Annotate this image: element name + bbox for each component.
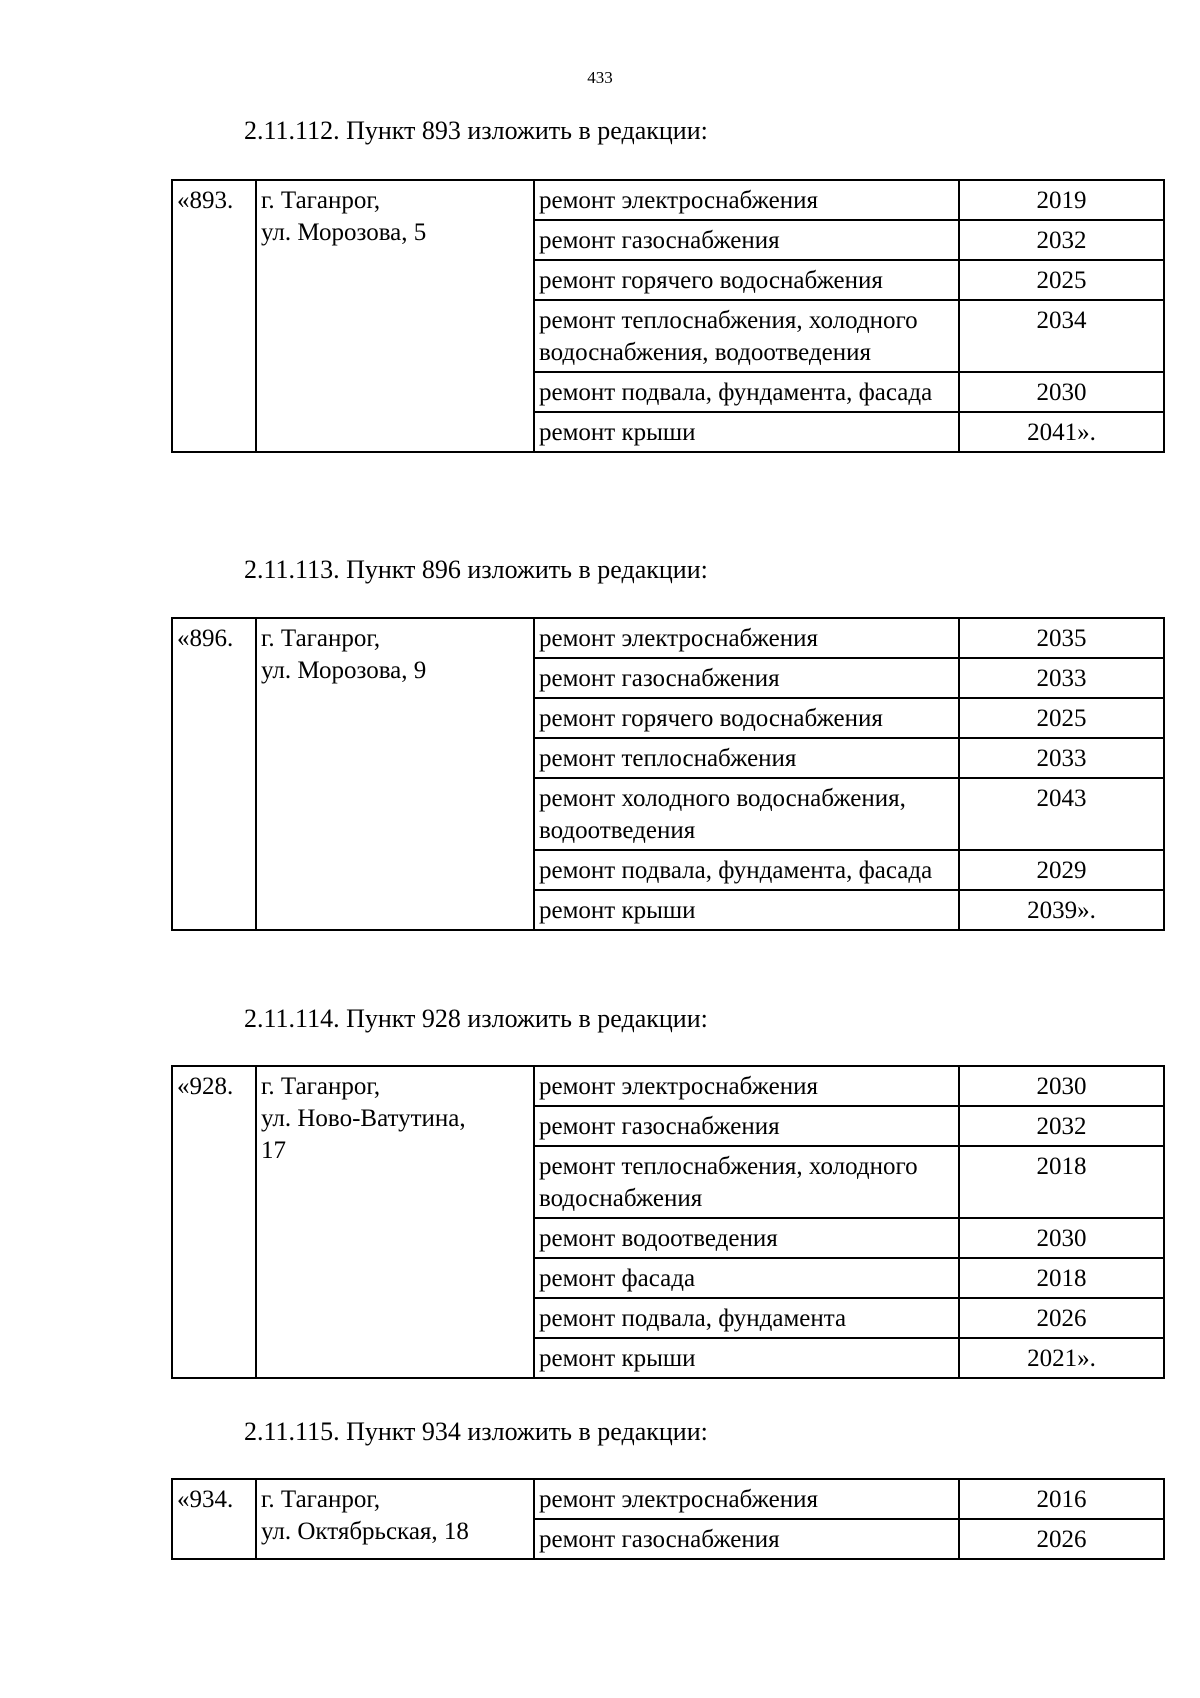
year-cell: 2016	[959, 1479, 1164, 1519]
year-cell: 2030	[959, 1218, 1164, 1258]
work-cell: ремонт горячего водоснабжения	[534, 260, 959, 300]
work-cell: ремонт газоснабжения	[534, 1519, 959, 1559]
year-cell: 2025	[959, 698, 1164, 738]
address-line: г. Таганрог,	[261, 1073, 381, 1100]
year-cell: 2018	[959, 1258, 1164, 1298]
year-cell: 2029	[959, 850, 1164, 890]
item-number: «893.	[172, 180, 256, 452]
work-cell: ремонт электроснабжения	[534, 1066, 959, 1106]
year-cell: 2030	[959, 372, 1164, 412]
work-cell: ремонт подвала, фундамента	[534, 1298, 959, 1338]
work-cell: ремонт крыши	[534, 890, 959, 930]
year-cell: 2041».	[959, 412, 1164, 452]
year-cell: 2026	[959, 1519, 1164, 1559]
table-row	[172, 180, 1164, 220]
year-cell: 2019	[959, 180, 1164, 220]
work-cell: ремонт газоснабжения	[534, 658, 959, 698]
work-cell: ремонт крыши	[534, 412, 959, 452]
address-cell	[256, 1479, 534, 1559]
work-cell: ремонт подвала, фундамента, фасада	[534, 372, 959, 412]
section-heading: 2.11.113. Пункт 896 изложить в редакции:	[244, 555, 708, 584]
item-number: «928.	[172, 1066, 256, 1378]
year-cell: 2043	[959, 778, 1164, 850]
year-cell: 2021».	[959, 1338, 1164, 1378]
work-cell: ремонт электроснабжения	[534, 180, 959, 220]
table-row	[172, 1479, 1164, 1519]
year-cell: 2034	[959, 300, 1164, 372]
table-row	[172, 618, 1164, 658]
year-cell: 2025	[959, 260, 1164, 300]
work-cell: ремонт газоснабжения	[534, 1106, 959, 1146]
item-number: «896.	[172, 618, 256, 930]
item-number: «934.	[172, 1479, 256, 1559]
work-cell: ремонт теплоснабжения, холодного водоснабжения, водоотведения	[534, 300, 959, 372]
item-table	[171, 617, 1165, 931]
work-cell: ремонт горячего водоснабжения	[534, 698, 959, 738]
year-cell: 2033	[959, 658, 1164, 698]
address-line: 17	[261, 1137, 286, 1164]
address-line: г. Таганрог,	[261, 187, 381, 214]
work-cell: ремонт крыши	[534, 1338, 959, 1378]
work-cell: ремонт подвала, фундамента, фасада	[534, 850, 959, 890]
work-cell: ремонт электроснабжения	[534, 1479, 959, 1519]
address-cell	[256, 618, 534, 930]
work-cell: ремонт газоснабжения	[534, 220, 959, 260]
work-cell: ремонт водоотведения	[534, 1218, 959, 1258]
address-line: г. Таганрог,	[261, 625, 381, 652]
work-cell: ремонт теплоснабжения	[534, 738, 959, 778]
work-cell: ремонт электроснабжения	[534, 618, 959, 658]
address-cell	[256, 180, 534, 452]
year-cell: 2032	[959, 220, 1164, 260]
year-cell: 2033	[959, 738, 1164, 778]
year-cell: 2032	[959, 1106, 1164, 1146]
address-cell	[256, 1066, 534, 1378]
address-line: ул. Морозова, 9	[261, 657, 427, 684]
page-number: 433	[587, 68, 613, 87]
year-cell: 2026	[959, 1298, 1164, 1338]
section-heading: 2.11.115. Пункт 934 изложить в редакции:	[244, 1417, 708, 1446]
address-line: г. Таганрог,	[261, 1486, 381, 1513]
year-cell: 2030	[959, 1066, 1164, 1106]
section-heading: 2.11.112. Пункт 893 изложить в редакции:	[244, 116, 708, 145]
item-table	[171, 1065, 1165, 1379]
work-cell: ремонт фасада	[534, 1258, 959, 1298]
work-cell: ремонт теплоснабжения, холодного водоснабжения	[534, 1146, 959, 1218]
year-cell: 2018	[959, 1146, 1164, 1218]
address-line: ул. Октябрьская, 18	[261, 1518, 469, 1545]
year-cell: 2039».	[959, 890, 1164, 930]
section-heading: 2.11.114. Пункт 928 изложить в редакции:	[244, 1004, 708, 1033]
item-table	[171, 1478, 1165, 1560]
work-cell: ремонт холодного водоснабжения, водоотведения	[534, 778, 959, 850]
item-table	[171, 179, 1165, 453]
year-cell: 2035	[959, 618, 1164, 658]
address-line: ул. Ново-Ватутина,	[261, 1105, 466, 1132]
address-line: ул. Морозова, 5	[261, 219, 427, 246]
table-row	[172, 1066, 1164, 1106]
